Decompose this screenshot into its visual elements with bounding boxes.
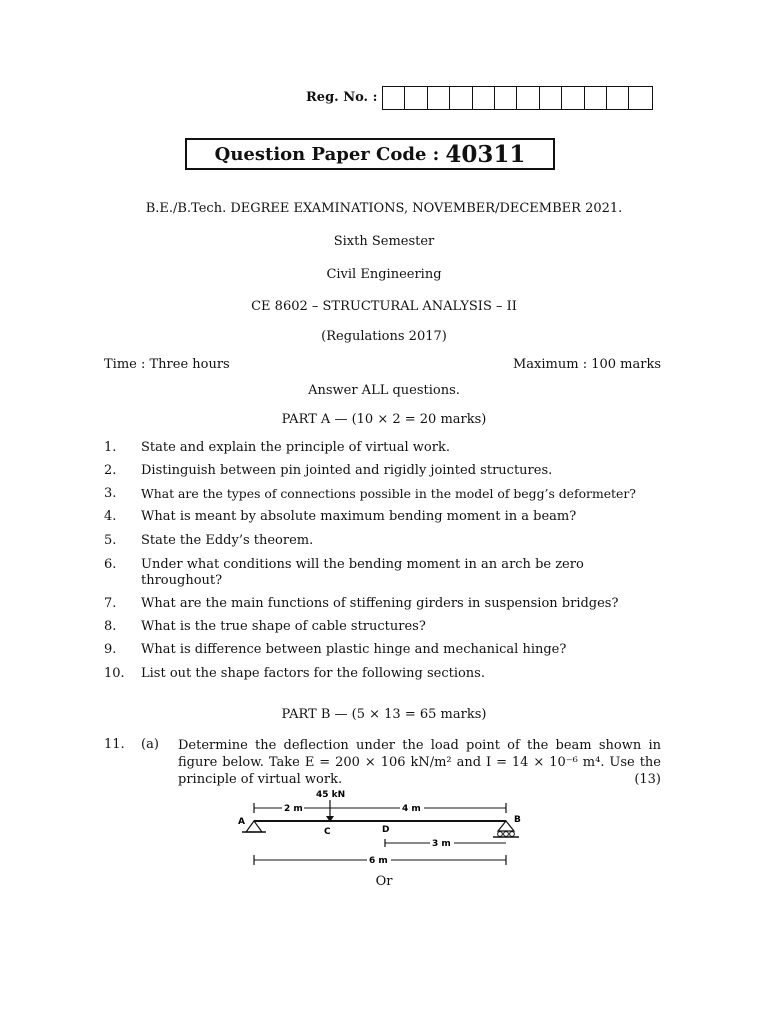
question-text: What are the types of connections possible in the model of begg’s deformeter? xyxy=(141,486,636,501)
or-separator: Or xyxy=(375,874,393,889)
question-text: What is meant by absolute maximum bending moment in a beam? xyxy=(141,509,577,524)
question-text: What is the true shape of cable structures? xyxy=(141,619,426,634)
question-text: Under what conditions will the bending moment in an arch be zero throughout? xyxy=(141,557,584,588)
question-paper-code-box xyxy=(185,138,555,170)
time-allowed: Time : Three hours xyxy=(104,357,230,372)
roller xyxy=(498,832,503,837)
point-b-label: B xyxy=(514,815,521,825)
roller-support-b xyxy=(498,821,514,831)
question-marks: (13) xyxy=(634,772,661,787)
reg-box xyxy=(495,87,517,109)
beam-figure xyxy=(234,786,524,868)
point-c-label: C xyxy=(324,827,331,837)
exam-title: B.E./B.Tech. DEGREE EXAMINATIONS, NOVEMBER/DECEMBER 2021. xyxy=(145,201,623,216)
question-text: State and explain the principle of virtual work. xyxy=(141,440,450,455)
reg-box xyxy=(473,87,495,109)
question-number: 3. xyxy=(104,486,117,501)
question-text xyxy=(178,737,661,788)
dim-db: 3 m xyxy=(432,839,451,849)
question-paper-code-label: Question Paper Code : xyxy=(214,143,440,165)
question-text: What are the main functions of stiffening girders in suspension bridges? xyxy=(141,596,619,611)
instruction: Answer ALL questions. xyxy=(308,383,460,398)
reg-box xyxy=(405,87,427,109)
dim-ab: 6 m xyxy=(369,856,388,866)
reg-no-boxes xyxy=(382,86,653,110)
question-number: 5. xyxy=(104,533,117,548)
reg-box xyxy=(629,87,651,109)
question-number: 7. xyxy=(104,596,117,611)
question-number: 10. xyxy=(104,666,125,681)
reg-box xyxy=(540,87,562,109)
subject: CE 8602 – STRUCTURAL ANALYSIS – II xyxy=(251,299,517,314)
maximum-marks: Maximum : 100 marks xyxy=(512,357,661,372)
question-number: 1. xyxy=(104,440,117,455)
question-paper-code: 40311 xyxy=(445,140,526,168)
question-number: 11. xyxy=(104,737,125,752)
question-text: State the Eddy’s theorem. xyxy=(141,533,314,548)
reg-no-label: Reg. No. : xyxy=(306,90,378,105)
reg-box xyxy=(450,87,472,109)
part-b-title: PART B — (5 × 13 = 65 marks) xyxy=(281,707,487,722)
question-text: Distinguish between pin jointed and rigidly jointed structures. xyxy=(141,463,553,478)
question-number: 2. xyxy=(104,463,117,478)
point-a-label: A xyxy=(238,817,245,827)
question-number: 6. xyxy=(104,557,117,572)
pin-support-a xyxy=(246,821,262,832)
question-number: 4. xyxy=(104,509,117,524)
roller xyxy=(510,832,515,837)
roller xyxy=(504,832,509,837)
reg-box xyxy=(383,87,405,109)
question-body: Determine the deflection under the load point of the beam shown in figure below. Take E = 200 × 106 kN/m² and I = 14 × 10⁻⁶ m⁴. Use the principle of virtual work. xyxy=(178,738,661,787)
point-d-label: D xyxy=(382,825,390,835)
question-text: What is difference between plastic hinge and mechanical hinge? xyxy=(141,642,567,657)
load-label: 45 kN xyxy=(316,790,346,800)
question-number: 9. xyxy=(104,642,117,657)
regulations: (Regulations 2017) xyxy=(321,329,447,344)
question-text: List out the shape factors for the following sections. xyxy=(141,666,485,681)
dim-ac: 2 m xyxy=(284,804,303,814)
question-number: 8. xyxy=(104,619,117,634)
branch: Civil Engineering xyxy=(326,267,442,282)
reg-box xyxy=(607,87,629,109)
reg-box xyxy=(517,87,539,109)
reg-box xyxy=(562,87,584,109)
reg-box xyxy=(428,87,450,109)
question-subpart: (a) xyxy=(141,737,159,752)
semester: Sixth Semester xyxy=(333,234,435,249)
dim-cb: 4 m xyxy=(402,804,421,814)
reg-box xyxy=(585,87,607,109)
part-a-title: PART A — (10 × 2 = 20 marks) xyxy=(281,412,487,427)
